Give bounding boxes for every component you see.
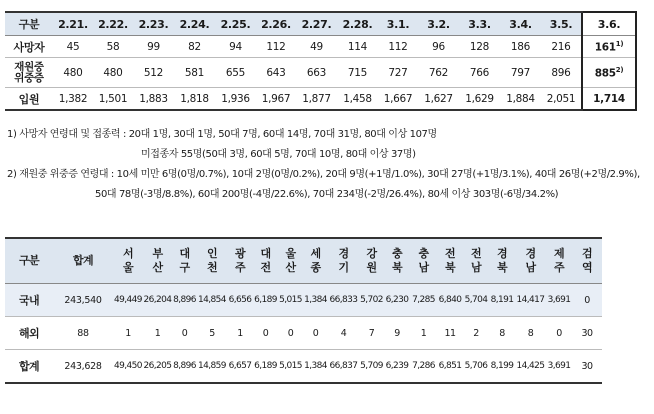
cell: 26,205 — [143, 350, 172, 384]
cell: 114 — [337, 36, 378, 58]
cell: 1,458 — [337, 88, 378, 111]
cell: 4 — [328, 317, 359, 350]
cell: 6,851 — [437, 350, 463, 384]
cell: 0 — [303, 317, 328, 350]
cell: 1,884 — [500, 88, 541, 111]
cell: 480 — [53, 58, 93, 88]
current-cell — [582, 88, 636, 111]
cell: 1,629 — [459, 88, 500, 111]
cell: 1 — [227, 317, 253, 350]
cell: 5,015 — [278, 350, 303, 384]
cell: 3,691 — [546, 284, 572, 317]
cell: 0 — [572, 284, 602, 317]
region-header: 서 울 — [113, 238, 143, 284]
cell: 1 — [113, 317, 143, 350]
cell: 8,199 — [489, 350, 515, 384]
row-label — [5, 58, 53, 88]
region-header: 충 남 — [410, 238, 437, 284]
total-cell: 243,540 — [53, 284, 113, 317]
cell: 30 — [572, 317, 602, 350]
cell: 3,691 — [546, 350, 572, 384]
footnote-1-line2: 미접종자 55명(50대 3명, 60대 5명, 70대 10명, 80대 이상 37명) — [141, 149, 416, 160]
daily-stats-header-row — [5, 12, 636, 36]
date-header: 2.26. — [256, 12, 296, 36]
cell: 66,837 — [328, 350, 359, 384]
cell: 14,425 — [515, 350, 546, 384]
header-label: 구분 — [5, 238, 53, 284]
cell: 480 — [93, 58, 133, 88]
region-header: 경 기 — [328, 238, 359, 284]
cell: 94 — [215, 36, 256, 58]
cell: 2 — [463, 317, 489, 350]
cell: 5,015 — [278, 284, 303, 317]
cell: 216 — [541, 36, 582, 58]
cell: 1 — [410, 317, 437, 350]
cell: 8,896 — [172, 350, 197, 384]
row-label-line2: 위중증 — [14, 71, 44, 84]
cell: 6,230 — [384, 284, 410, 317]
cell: 8,896 — [172, 284, 197, 317]
region-header: 전 남 — [463, 238, 489, 284]
cell: 1,384 — [303, 284, 328, 317]
region-header: 전 북 — [437, 238, 463, 284]
footnote-2-line2: 50대 78명(-3명/8.8%), 60대 200명(-4명/22.6%), 70대 234명(-2명/26.4%), 80세 이상 303명(-6명/34.2%) — [95, 189, 559, 200]
current-date-header: 3.6. — [582, 12, 636, 36]
date-header: 2.24. — [174, 12, 215, 36]
cell: 1,384 — [303, 350, 328, 384]
cell: 663 — [296, 58, 337, 88]
daily-stats-table — [5, 11, 637, 111]
date-header: 3.4. — [500, 12, 541, 36]
row-label: 합계 — [5, 350, 53, 384]
cell: 1,627 — [418, 88, 459, 111]
cell: 1,382 — [53, 88, 93, 111]
region-header: 강 원 — [359, 238, 384, 284]
current-cell — [582, 36, 636, 58]
cell: 766 — [459, 58, 500, 88]
cell: 0 — [253, 317, 278, 350]
date-header: 2.22. — [93, 12, 133, 36]
cell: 5,709 — [359, 350, 384, 384]
cell: 1,501 — [93, 88, 133, 111]
cell: 58 — [93, 36, 133, 58]
cell: 99 — [133, 36, 174, 58]
header-label: 구분 — [5, 12, 53, 36]
cell: 112 — [256, 36, 296, 58]
cell: 2,051 — [541, 88, 582, 111]
region-header: 대 구 — [172, 238, 197, 284]
current-value: 1,714 — [593, 92, 625, 105]
region-header: 광 주 — [227, 238, 253, 284]
date-header: 3.2. — [418, 12, 459, 36]
cell: 5,702 — [359, 284, 384, 317]
cell: 49,450 — [113, 350, 143, 384]
cell: 96 — [418, 36, 459, 58]
row-label: 국내 — [5, 284, 53, 317]
cell: 6,657 — [227, 350, 253, 384]
cell: 112 — [378, 36, 418, 58]
current-cell — [582, 58, 636, 88]
regional-header-row — [5, 238, 602, 284]
cell: 11 — [437, 317, 463, 350]
row-label: 해외 — [5, 317, 53, 350]
region-header: 부 산 — [143, 238, 172, 284]
cell: 186 — [500, 36, 541, 58]
overseas-row — [5, 317, 602, 350]
cell: 1,877 — [296, 88, 337, 111]
cell: 26,204 — [143, 284, 172, 317]
date-header: 2.21. — [53, 12, 93, 36]
footnote-marker: 2) — [615, 65, 624, 74]
row-label: 입원 — [5, 88, 53, 111]
cell: 512 — [133, 58, 174, 88]
cell: 66,833 — [328, 284, 359, 317]
cell: 1 — [143, 317, 172, 350]
domestic-row — [5, 284, 602, 317]
date-header: 2.25. — [215, 12, 256, 36]
cell: 655 — [215, 58, 256, 88]
row-label: 사망자 — [5, 36, 53, 58]
current-value: 885 — [594, 67, 616, 80]
cell: 14,417 — [515, 284, 546, 317]
region-header: 인 천 — [197, 238, 227, 284]
cell: 727 — [378, 58, 418, 88]
cell: 8,191 — [489, 284, 515, 317]
cell: 1,667 — [378, 88, 418, 111]
cell: 6,189 — [253, 350, 278, 384]
date-header: 2.27. — [296, 12, 337, 36]
admissions-row — [5, 88, 636, 111]
date-header: 3.3. — [459, 12, 500, 36]
cell: 762 — [418, 58, 459, 88]
cell: 0 — [172, 317, 197, 350]
total-row — [5, 350, 602, 384]
footnote-2-line1: 2) 재원중 위중증 연령대 : 10세 미만 6명(0명/0.7%), 10대 2명(0명/0.2%), 20대 9명(+1명/1.0%), 30대 27명(+1명/3.1%), 40대 26명(+2명/2.9%), — [7, 169, 640, 180]
region-header: 검 역 — [572, 238, 602, 284]
cell: 1,818 — [174, 88, 215, 111]
region-header: 울 산 — [278, 238, 303, 284]
cell: 0 — [546, 317, 572, 350]
cell: 581 — [174, 58, 215, 88]
row-label-line1: 재원중 — [14, 60, 44, 73]
cell: 82 — [174, 36, 215, 58]
total-cell: 243,628 — [53, 350, 113, 384]
cell: 715 — [337, 58, 378, 88]
region-header: 충 북 — [384, 238, 410, 284]
cell: 5,704 — [463, 284, 489, 317]
date-header: 3.1. — [378, 12, 418, 36]
cell: 6,656 — [227, 284, 253, 317]
total-cell: 88 — [53, 317, 113, 350]
deaths-row — [5, 36, 636, 58]
cell: 49 — [296, 36, 337, 58]
region-header: 경 북 — [489, 238, 515, 284]
total-header: 합계 — [53, 238, 113, 284]
current-value: 161 — [594, 41, 616, 54]
cell: 8 — [515, 317, 546, 350]
cell: 5 — [197, 317, 227, 350]
cell: 8 — [489, 317, 515, 350]
cell: 14,854 — [197, 284, 227, 317]
region-header: 대 전 — [253, 238, 278, 284]
cell: 7,285 — [410, 284, 437, 317]
cell: 9 — [384, 317, 410, 350]
cell: 14,859 — [197, 350, 227, 384]
cell: 30 — [572, 350, 602, 384]
cell: 6,840 — [437, 284, 463, 317]
cell: 5,706 — [463, 350, 489, 384]
cell: 7 — [359, 317, 384, 350]
cell: 1,967 — [256, 88, 296, 111]
region-header: 세 종 — [303, 238, 328, 284]
footnote-1-line1: 1) 사망자 연령대 및 접종력 : 20대 1명, 30대 1명, 50대 7명, 60대 14명, 70대 31명, 80대 이상 107명 — [7, 129, 437, 140]
cell: 6,189 — [253, 284, 278, 317]
cell: 0 — [278, 317, 303, 350]
date-header: 3.5. — [541, 12, 582, 36]
cell: 49,449 — [113, 284, 143, 317]
critical-row — [5, 58, 636, 88]
date-header: 2.28. — [337, 12, 378, 36]
cell: 1,936 — [215, 88, 256, 111]
cell: 797 — [500, 58, 541, 88]
cell: 643 — [256, 58, 296, 88]
region-header: 경 남 — [515, 238, 546, 284]
cell: 1,883 — [133, 88, 174, 111]
regional-cases-table — [5, 237, 602, 384]
footnote-marker: 1) — [615, 39, 624, 48]
cell: 7,286 — [410, 350, 437, 384]
cell: 45 — [53, 36, 93, 58]
region-header: 제 주 — [546, 238, 572, 284]
cell: 128 — [459, 36, 500, 58]
cell: 6,239 — [384, 350, 410, 384]
cell: 896 — [541, 58, 582, 88]
date-header: 2.23. — [133, 12, 174, 36]
